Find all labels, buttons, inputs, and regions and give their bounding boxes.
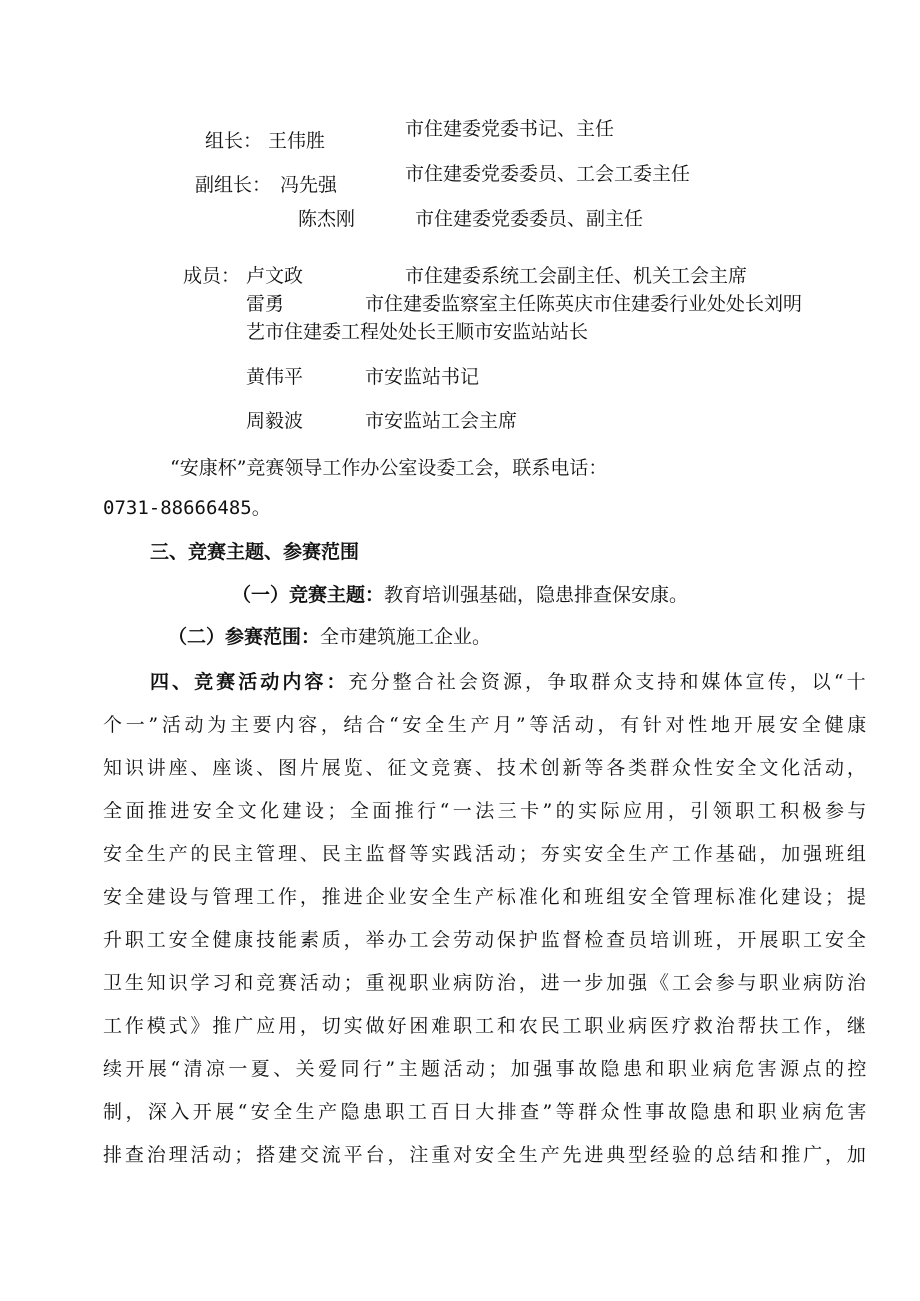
member1-title: 市住建委系统工会副主任、机关工会主席 bbox=[405, 265, 748, 287]
members-label: 成员： bbox=[183, 265, 241, 287]
deputy-label: 副组长： bbox=[195, 174, 272, 196]
deputy1-title: 市住建委党委委员、工会工委主任 bbox=[405, 163, 691, 185]
leader-label: 组长： bbox=[205, 130, 263, 152]
section4-line-1: 个一”活动为主要内容，结合“安全生产月”等活动，有针对性地开展安全健康 bbox=[103, 714, 870, 736]
section4-line-0: 充分整合社会资源，争取群众支持和媒体宣传，以“十 bbox=[348, 671, 869, 693]
member4-name: 周毅波 bbox=[246, 410, 304, 432]
theme-line bbox=[232, 582, 688, 608]
section4-line-6: 升职工安全健康技能素质，举办工会劳动保护监督检查员培训班，开展职工安全 bbox=[103, 929, 869, 951]
member2-title: 市住建委监察室主任陈英庆市住建委行业处处长刘明 bbox=[365, 293, 803, 315]
deputy2-name: 陈杰刚 bbox=[298, 208, 356, 230]
scope-label: （二）参赛范围： bbox=[168, 626, 321, 648]
leader-title: 市住建委党委书记、主任 bbox=[405, 118, 615, 140]
office-phone: 0731-88666485。 bbox=[103, 497, 271, 519]
section4-line-2: 知识讲座、座谈、图片展览、征文竞赛、技术创新等各类群众性安全文化活动， bbox=[103, 757, 869, 779]
section4-line-10: 制，深入开展“安全生产隐患职工百日大排查”等群众性事故隐患和职业病危害 bbox=[103, 1101, 870, 1123]
theme-text: 教育培训强基础，隐患排查保安康。 bbox=[384, 584, 689, 606]
section4-first-line bbox=[150, 669, 869, 695]
member2-cont: 艺市住建委工程处处长王顺市安监站站长 bbox=[246, 321, 589, 343]
section4-line-4: 安全生产的民主管理、民主监督等实践活动；夯实安全生产工作基础，加强班组 bbox=[103, 843, 869, 865]
member3-title: 市安监站书记 bbox=[365, 366, 480, 388]
scope-text: 全市建筑施工企业。 bbox=[320, 626, 492, 648]
member2-name: 雷勇 bbox=[246, 293, 285, 315]
section4-line-5: 安全建设与管理工作，推进企业安全生产标准化和班组安全管理标准化建设；提 bbox=[103, 886, 869, 908]
deputy2-title: 市住建委党委委员、副主任 bbox=[415, 208, 644, 230]
theme-label: （一）竞赛主题： bbox=[232, 584, 385, 606]
member4-title: 市安监站工会主席 bbox=[365, 410, 518, 432]
leader-name: 王伟胜 bbox=[268, 130, 326, 152]
section4-heading: 四、竞赛活动内容： bbox=[150, 671, 349, 693]
office-line: “安康杯”竞赛领导工作办公室设委工会，联系电话： bbox=[170, 457, 608, 479]
section4-line-11: 排查治理活动；搭建交流平台，注重对安全生产先进典型经验的总结和推广，加 bbox=[103, 1144, 869, 1166]
scope-line bbox=[168, 624, 491, 650]
section4-line-9: 续开展“清凉一夏、关爱同行”主题活动；加强事故隐患和职业病危害源点的控 bbox=[103, 1058, 870, 1080]
section3-heading: 三、竞赛主题、参赛范围 bbox=[150, 541, 360, 563]
section4-line-3: 全面推进安全文化建设；全面推行“一法三卡”的实际应用，引领职工积极参与 bbox=[103, 800, 870, 822]
section4-line-7: 卫生知识学习和竞赛活动；重视职业病防治，进一步加强《工会参与职业病防治 bbox=[103, 972, 869, 994]
section4-line-8: 工作模式》推广应用，切实做好困难职工和农民工职业病医疗救治帮扶工作，继 bbox=[103, 1015, 869, 1037]
member3-name: 黄伟平 bbox=[246, 366, 304, 388]
deputy1-name: 冯先强 bbox=[280, 174, 338, 196]
member1-name: 卢文政 bbox=[246, 265, 304, 287]
